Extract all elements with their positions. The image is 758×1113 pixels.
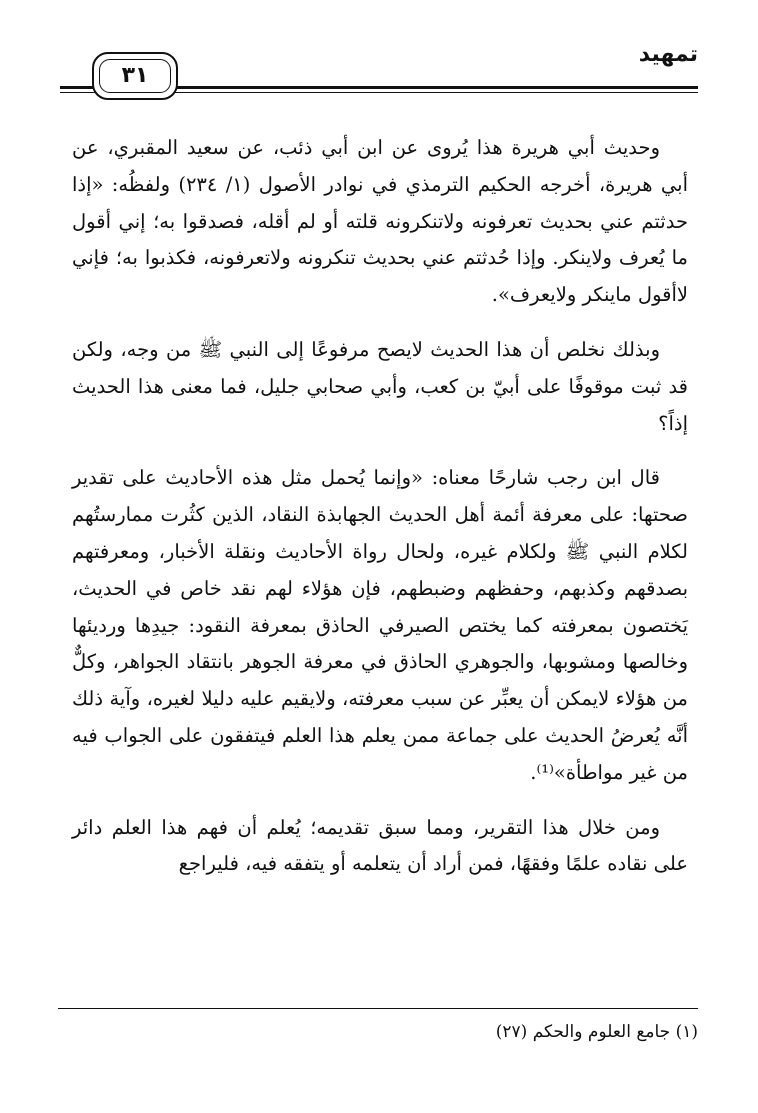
body-text: [72, 130, 688, 901]
paragraph-2: وبذلك نخلص أن هذا الحديث لايصح مرفوعًا إلى النبي ﷺ من وجه، ولكن قد ثبت موقوفًا على أبيّ بن كعب، وأبي صحابي جليل، فما معنى هذا الحديث إذاً؟: [72, 337, 688, 435]
footnote: (١) جامع العلوم والحكم (٢٧): [495, 1022, 698, 1042]
paragraph-1: وحديث أبي هريرة هذا يُروى عن ابن أبي ذئب، عن سعيد المقبري، عن أبي هريرة، أخرجه الحكيم الترمذي في نوادر الأصول (١/ ٢٣٤) ولفظُه: «إذا حدثتم عني بحديث تعرفونه ولاتنكرونه قلته أو لم أقله، فصدقوا به؛ إني أقول ما يُعرف ولاينكر. وإذا حُدثتم عني بحديث تنكرونه ولاتعرفونه، فكذبوا به؛ فإني لاأقول ماينكر ولايعرف».: [72, 136, 688, 307]
footnote-rule: [58, 1008, 698, 1009]
paragraph-4: ومن خلال هذا التقرير، ومما سبق تقديمه؛ يُعلم أن فهم هذا العلم دائر على نقاده علمًا وفقهًا، فمن أراد أن يتعلمه أو يتفقه فيه، فليراجع: [72, 815, 688, 876]
paragraph-3: قال ابن رجب شارحًا معناه: «وإنما يُحمل مثل هذه الأحاديث على تقدير صحتها: على معرفة أئمة أهل الحديث الجهابذة النقاد، الذين كثُرت ممارستُهم لكلام النبي ﷺ ولكلام غيره، ولحال رواة الأحاديث ونقلة الأخبار، ومعرفتهم بصدقهم وكذبهم، وحفظهم وضبطهم، فإن هؤلاء لهم نقد خاص في الحديث، يَختصون بمعرفته كما يختص الصيرفي الحاذق بمعرفة النقود: جيدِها ورديئها وخالصها ومشوبها، والجوهري الحاذق في معرفة الجوهر بانتقاد الجواهر، وكلٌّ من هؤلاء لايمكن أن يعبِّر عن سبب معرفته، ولايقيم عليه دليلا لغيره، وآية ذلك أنَّه يُعرضُ الحديث على جماعة ممن يعلم هذا العلم فيتفقون على الجواب فيه من غير مواطأة»⁽¹⁾.: [72, 466, 688, 784]
page-number: ٣١: [121, 63, 149, 88]
page-number-frame: [92, 52, 178, 100]
running-head: تمهيد: [638, 42, 698, 67]
